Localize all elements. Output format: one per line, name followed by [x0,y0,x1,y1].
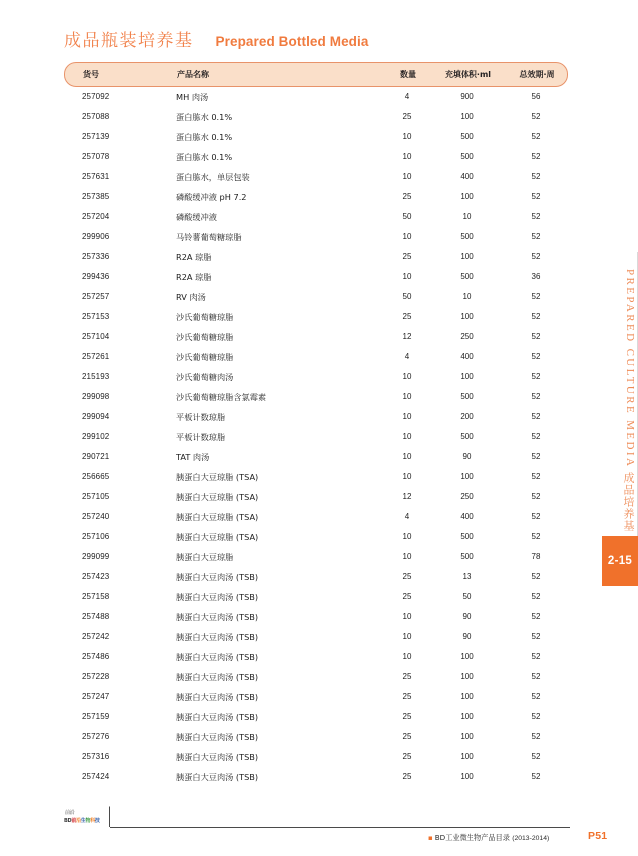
cell-name: 胰蛋白大豆琼脂 [176,552,234,562]
table-row [64,567,568,587]
table-row [64,247,568,267]
cell-volume: 10 [462,212,472,221]
cell-name: 沙氏葡萄糖琼脂含氯霉素 [176,392,267,402]
cell-code: 257424 [82,772,110,781]
cell-quantity: 10 [402,652,412,661]
table-row [64,227,568,247]
cell-volume: 500 [460,432,474,441]
cell-expiry: 52 [531,252,541,261]
cell-volume: 100 [460,692,474,701]
cell-name: 胰蛋白大豆肉汤 (TSB) [176,732,259,742]
cell-volume: 100 [460,652,474,661]
cell-volume: 100 [460,672,474,681]
cell-quantity: 10 [402,152,412,161]
cell-quantity: 10 [402,232,412,241]
cell-code: 257316 [82,752,110,761]
cell-quantity: 10 [402,172,412,181]
cell-volume: 500 [460,532,474,541]
cell-volume: 500 [460,392,474,401]
cell-name: 胰蛋白大豆肉汤 (TSB) [176,752,259,762]
cell-name: 胰蛋白大豆肉汤 (TSB) [176,772,259,782]
cell-expiry: 52 [531,452,541,461]
cell-expiry: 52 [531,172,541,181]
table-row [64,487,568,507]
cell-volume: 90 [462,452,472,461]
footer-caption-years: (2013-2014) [512,835,550,842]
cell-quantity: 4 [404,352,410,361]
table-row [64,87,568,107]
cell-expiry: 52 [531,292,541,301]
cell-name: 胰蛋白大豆肉汤 (TSB) [176,612,259,622]
cell-name: 胰蛋白大豆肉汤 (TSB) [176,652,259,662]
cell-code: 257106 [82,532,110,541]
cell-volume: 90 [462,632,472,641]
cell-quantity: 10 [402,412,412,421]
cell-name: 沙氏葡萄糖琼脂 [176,332,234,342]
table-row [64,327,568,347]
table-row [64,687,568,707]
cell-code: 299906 [82,232,110,241]
table-row [64,127,568,147]
cell-expiry: 52 [531,692,541,701]
cell-name: 胰蛋白大豆肉汤 (TSB) [176,592,259,602]
cell-volume: 100 [460,732,474,741]
cell-quantity: 50 [402,212,412,221]
table-row [64,647,568,667]
cell-expiry: 52 [531,112,541,121]
cell-code: 299099 [82,552,110,561]
cell-name: 胰蛋白大豆肉汤 (TSB) [176,712,259,722]
table-row [64,467,568,487]
table-row [64,527,568,547]
cell-quantity: 10 [402,452,412,461]
cell-name: 沙氏葡萄糖琼脂 [176,352,234,362]
cell-expiry: 52 [531,512,541,521]
cell-volume: 90 [462,612,472,621]
cell-name: 胰蛋白大豆肉汤 (TSB) [176,572,259,582]
cell-code: 257242 [82,632,110,641]
cell-quantity: 25 [402,772,412,781]
section-side-label-english: PREPARED CULTURE MEDIA [624,268,636,468]
cell-expiry: 52 [531,612,541,621]
cell-quantity: 25 [402,312,412,321]
cell-quantity: 10 [402,632,412,641]
table-row [64,367,568,387]
cell-name: MH 肉汤 [176,92,209,102]
cell-expiry: 52 [531,772,541,781]
cell-expiry: 52 [531,532,541,541]
cell-expiry: 56 [531,92,541,101]
cell-code: 257488 [82,612,110,621]
table-row [64,147,568,167]
cell-quantity: 4 [404,512,410,521]
cell-name: 磷酸缓冲液 [176,212,217,222]
cell-quantity: 10 [402,472,412,481]
cell-expiry: 52 [531,432,541,441]
cell-name: 胰蛋白大豆琼脂 (TSA) [176,512,259,522]
cell-volume: 500 [460,152,474,161]
table-row [64,707,568,727]
cell-expiry: 78 [531,552,541,561]
cell-volume: 250 [460,332,474,341]
table-row [64,767,568,787]
cell-expiry: 52 [531,392,541,401]
column-header-expiry: 总效期·周 [519,70,555,79]
cell-name: 沙氏葡萄糖琼脂 [176,312,234,322]
cell-volume: 100 [460,752,474,761]
cell-code: 257276 [82,732,110,741]
cell-name: 平板计数琼脂 [176,412,226,422]
cell-name: 胰蛋白大豆肉汤 (TSB) [176,692,259,702]
cell-name: R2A 琼脂 [176,272,212,282]
cell-quantity: 25 [402,712,412,721]
cell-code: 299102 [82,432,110,441]
cell-volume: 10 [462,292,472,301]
cell-expiry: 52 [531,592,541,601]
cell-quantity: 10 [402,392,412,401]
footer-bullet-icon: ▪ [428,834,433,842]
cell-volume: 100 [460,772,474,781]
cell-name: 蛋白胨水 0.1% [176,132,233,142]
cell-code: 257139 [82,132,110,141]
cell-volume: 100 [460,472,474,481]
table-row [64,427,568,447]
cell-code: 257336 [82,252,110,261]
cell-code: 257257 [82,292,110,301]
cell-quantity: 25 [402,192,412,201]
table-row [64,107,568,127]
table-row [64,267,568,287]
cell-quantity: 10 [402,612,412,621]
section-side-label-chinese: 成品培养基 [622,472,635,532]
cell-expiry: 52 [531,372,541,381]
cell-quantity: 25 [402,732,412,741]
table-row [64,387,568,407]
cell-name: RV 肉汤 [176,292,206,302]
cell-expiry: 52 [531,312,541,321]
cell-quantity: 12 [402,332,412,341]
cell-expiry: 52 [531,212,541,221]
footer-logo-line1: 前沿 [65,810,75,816]
cell-expiry: 52 [531,752,541,761]
cell-quantity: 25 [402,692,412,701]
cell-quantity: 25 [402,572,412,581]
cell-quantity: 25 [402,252,412,261]
cell-expiry: 52 [531,152,541,161]
cell-name: TAT 肉汤 [176,452,210,462]
cell-code: 257104 [82,332,110,341]
cell-code: 257088 [82,112,110,121]
cell-name: 蛋白胨水 0.1% [176,112,233,122]
cell-code: 257240 [82,512,110,521]
cell-name: 马铃薯葡萄糖琼脂 [176,232,242,242]
cell-quantity: 10 [402,532,412,541]
footer-logo [64,806,110,827]
cell-code: 299094 [82,412,110,421]
table-row [64,167,568,187]
cell-name: 蛋白胨水，单层包装 [176,172,250,182]
column-header-name: 产品名称 [177,70,209,79]
cell-code: 257486 [82,652,110,661]
table-row [64,287,568,307]
cell-name: 沙氏葡萄糖肉汤 [176,372,234,382]
cell-code: 257247 [82,692,110,701]
cell-volume: 200 [460,412,474,421]
cell-quantity: 25 [402,112,412,121]
section-tab-label: 2-15 [607,555,633,567]
footer-logo-line2: BD前沿生物科技 [64,818,100,824]
table-row [64,447,568,467]
cell-volume: 100 [460,252,474,261]
cell-name: 胰蛋白大豆肉汤 (TSB) [176,672,259,682]
column-header-volume: 充填体积·ml [444,70,492,79]
table-row [64,547,568,567]
cell-expiry: 52 [531,332,541,341]
cell-expiry: 52 [531,492,541,501]
cell-volume: 400 [460,512,474,521]
page-title [64,26,368,51]
footer-caption [428,833,549,843]
cell-quantity: 50 [402,292,412,301]
cell-code: 257092 [82,92,110,101]
cell-code: 257153 [82,312,110,321]
table-row [64,747,568,767]
cell-volume: 500 [460,272,474,281]
cell-code: 257158 [82,592,110,601]
cell-expiry: 52 [531,732,541,741]
cell-quantity: 25 [402,752,412,761]
cell-volume: 500 [460,232,474,241]
cell-name: 胰蛋白大豆琼脂 (TSA) [176,532,259,542]
cell-code: 299436 [82,272,110,281]
table-row [64,627,568,647]
table-row [64,507,568,527]
cell-quantity: 4 [404,92,410,101]
cell-expiry: 52 [531,412,541,421]
cell-code: 257423 [82,572,110,581]
cell-expiry: 52 [531,672,541,681]
table-row [64,307,568,327]
cell-code: 299098 [82,392,110,401]
cell-code: 257631 [82,172,110,181]
cell-expiry: 52 [531,652,541,661]
cell-expiry: 52 [531,712,541,721]
cell-expiry: 52 [531,232,541,241]
cell-code: 257105 [82,492,110,501]
column-header-quantity: 数量 [400,70,416,79]
table-row [64,667,568,687]
cell-expiry: 36 [531,272,541,281]
cell-code: 257204 [82,212,110,221]
cell-expiry: 52 [531,472,541,481]
table-row [64,207,568,227]
cell-name: 胰蛋白大豆琼脂 (TSA) [176,492,259,502]
cell-name: 蛋白胨水 0.1% [176,152,233,162]
page-title-chinese: 成品瓶装培养基 [64,31,194,51]
table-row [64,587,568,607]
cell-expiry: 52 [531,352,541,361]
cell-name: 平板计数琼脂 [176,432,226,442]
cell-code: 215193 [82,372,110,381]
table-row [64,407,568,427]
cell-volume: 400 [460,172,474,181]
cell-volume: 100 [460,112,474,121]
cell-volume: 50 [462,592,472,601]
cell-volume: 100 [460,712,474,721]
section-side-label [616,262,636,532]
cell-quantity: 25 [402,672,412,681]
cell-name: 磷酸缓冲液 pH 7.2 [176,192,247,202]
table-row [64,727,568,747]
table-row [64,347,568,367]
cell-expiry: 52 [531,632,541,641]
table-body [64,87,568,787]
cell-code: 257159 [82,712,110,721]
cell-volume: 100 [460,372,474,381]
cell-volume: 13 [462,572,472,581]
cell-volume: 100 [460,312,474,321]
cell-quantity: 12 [402,492,412,501]
page-title-english: Prepared Bottled Media [215,34,369,49]
table-row [64,187,568,207]
cell-quantity: 25 [402,592,412,601]
cell-volume: 500 [460,552,474,561]
cell-expiry: 52 [531,192,541,201]
table-row [64,607,568,627]
cell-code: 290721 [82,452,110,461]
cell-volume: 900 [460,92,474,101]
page-number: P51 [588,830,608,842]
cell-quantity: 10 [402,272,412,281]
cell-quantity: 10 [402,552,412,561]
cell-volume: 100 [460,192,474,201]
cell-volume: 400 [460,352,474,361]
column-header-code: 货号 [83,70,99,79]
cell-volume: 250 [460,492,474,501]
section-tab[interactable] [602,536,638,586]
cell-expiry: 52 [531,132,541,141]
cell-name: R2A 琼脂 [176,252,212,262]
product-table [64,62,568,787]
cell-expiry: 52 [531,572,541,581]
cell-code: 256665 [82,472,110,481]
cell-code: 257228 [82,672,110,681]
footer-divider [110,827,570,828]
cell-quantity: 10 [402,132,412,141]
cell-volume: 500 [460,132,474,141]
cell-code: 257261 [82,352,110,361]
cell-code: 257078 [82,152,110,161]
cell-name: 胰蛋白大豆肉汤 (TSB) [176,632,259,642]
cell-code: 257385 [82,192,110,201]
cell-quantity: 10 [402,372,412,381]
cell-quantity: 10 [402,432,412,441]
table-header-row [64,62,568,87]
cell-name: 胰蛋白大豆琼脂 (TSA) [176,472,259,482]
footer-caption-text: BD工业微生物产品目录 [434,833,510,842]
